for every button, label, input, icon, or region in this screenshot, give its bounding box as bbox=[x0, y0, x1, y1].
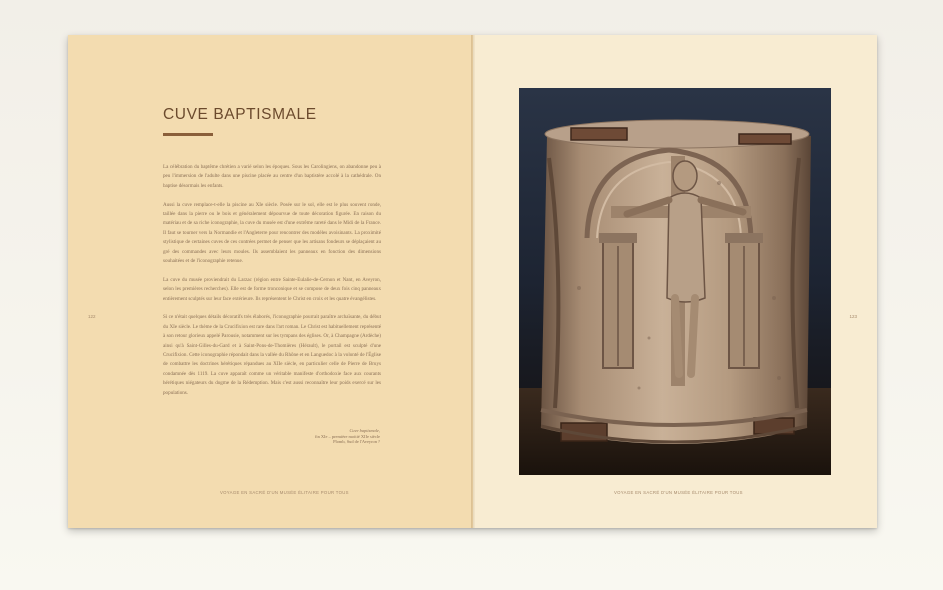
running-footer-right: VOYAGE EN SACRÉ D'UN MUSÉE ÉLITAIRE POUR TOUS bbox=[614, 490, 743, 495]
paragraph: La célébration du baptême chrétien a varié selon les époques. Sous les Carolingiens, on abandonne peu à peu l'immersion de l'adulte dans une piscine placée au centre d'un baptistère accolé à la cathédrale. On baptise désormais les enfants. bbox=[163, 164, 381, 189]
baptismal-font-photo bbox=[519, 88, 831, 475]
caption-title: Cuve baptismale, bbox=[349, 428, 380, 433]
title-underline bbox=[163, 133, 213, 136]
caption-date: fin XIe – première moitié XIIe siècle bbox=[314, 433, 380, 439]
left-page bbox=[68, 35, 473, 528]
paragraph: La cuve du musée proviendrait du Larzac (région entre Sainte-Eulalie-de-Cernon et Nant, en Aveyron, selon les premières recherches). Elle est de forme tronconique et se compose de deux fois cinq panneaux entièrement sculptés sur leur face extérieure. Ils représentent le Christ en croix et les quatre évangélistes. bbox=[163, 276, 381, 302]
running-footer-left: VOYAGE EN SACRÉ D'UN MUSÉE ÉLITAIRE POUR TOUS bbox=[220, 490, 349, 495]
book-gutter bbox=[471, 35, 475, 528]
page-number-left: 122 bbox=[88, 314, 96, 319]
book-spread bbox=[68, 35, 877, 528]
image-caption bbox=[278, 428, 380, 445]
caption-material: Plomb, Sud de l'Aveyron ? bbox=[333, 439, 380, 445]
page-number-right: 123 bbox=[849, 314, 857, 319]
page-title: CUVE BAPTISMALE bbox=[163, 106, 317, 123]
paragraph: Aussi la cuve remplace-t-elle la piscine au XIe siècle. Posée sur le sol, elle est le plus souvent ronde, taillée dans la pierre ou le bois et généralement dépourvue de toute décoration figurée. En raison du matériau et de sa riche iconographie, la cuve du musée est d'une extrême rareté dans le Midi de la France. Il faut se tourner vers la Normandie et l'Angleterre pour rencontrer des modèles avoisinants. La proximité stylistique de certaines cuves de ces contrées permet de penser que les artisans fondeurs se déplaçaient au gré des commandes avec leurs moules. Ils assemblaient les panneaux en fonction des dimensions souhaitées et de l'iconographie retenue. bbox=[163, 201, 381, 265]
body-text bbox=[163, 163, 381, 408]
paragraph: Si ce n'était quelques détails décoratifs très élaborés, l'iconographie pourrait paraître archaïsante, du début du XIe siècle. Le thème de la Crucifixion est rare dans l'art roman. Le Christ est habituellement représenté à son retour glorieux appelé Parousie, notamment sur les tympans des églises. Or, à Champagne (Ardèche) ainsi qu'à Saint-Gilles-du-Gard et à Saint-Pons-de-Thomières (Hérault), le portail est sculpté d'une Crucifixion. Cette iconographie répondait dans la vallée du Rhône et en Languedoc à la volonté de l'Église de combattre les doctrines hérétiques répandues au XIIe siècle, en particulier celle de Pierre de Bruys condamnée dès 1119. La cuve apparaît comme un véritable manifeste d'orthodoxie face aux courants hérétiques niégateurs du dogme de la Rédemption. Mais c'est aussi reconnaître leur poids exercé sur les populations. bbox=[163, 314, 381, 396]
right-page bbox=[473, 35, 877, 528]
